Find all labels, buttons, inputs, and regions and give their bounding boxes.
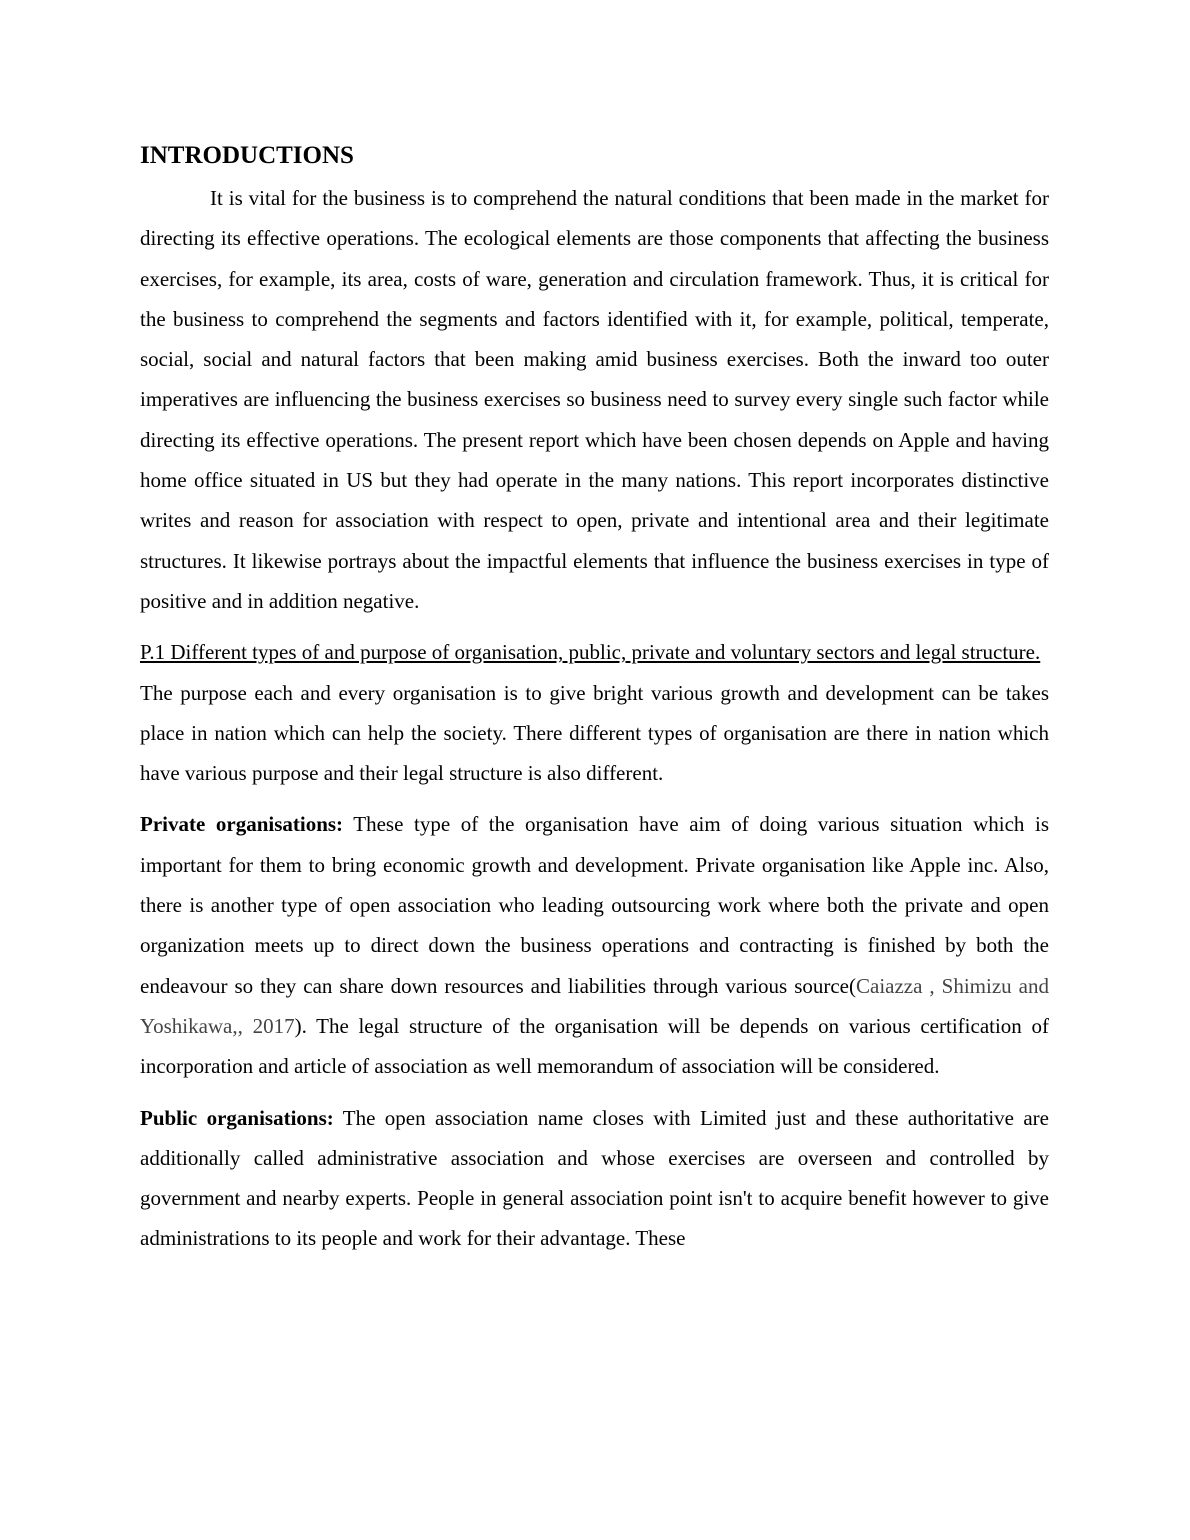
public-organisations-paragraph — [140, 1098, 1049, 1259]
public-organisations-label: Public organisations: — [140, 1105, 334, 1130]
private-organisations-text: These type of the organisation have aim of doing various situation which is important for them to bring economic growth and development. Private organisation like Apple inc. Also, there is another type of open association who leading outsourcing work where both the private and open organization meets up to direct down the business operations and contracting is finished by both the endeavour so they can share down resources and liabilities through various source( — [140, 812, 1049, 998]
document-page — [140, 139, 1049, 1259]
private-organisations-paragraph — [140, 804, 1049, 1086]
public-organisations-text: The open association name closes with Limited just and these authoritative are additionally called administrative association and whose exercises are overseen and controlled by government and nearby experts. People in general association point isn't to acquire benefit however to give administrations to its people and work for their advantage. These — [140, 1105, 1049, 1251]
private-organisations-text-end: ). The legal structure of the organisation will be depends on various certification of incorporation and article of association as well memorandum of association will be considered. — [140, 1013, 1049, 1079]
private-organisations-label: Private organisations: — [140, 812, 344, 837]
introduction-paragraph: It is vital for the business is to comprehend the natural conditions that been made in the market for directing its effective operations. The ecological elements are those components that affecting the business exercises, for example, its area, costs of ware, generation and circulation framework. Thus, it is critical for the business to comprehend the segments and factors identified with it, for example, political, temperate, social, social and natural factors that been making amid business exercises. Both the inward too outer imperatives are influencing the business exercises so business need to survey every single such factor while directing its effective operations. The present report which have been chosen depends on Apple and having home office situated in US but they had operate in the many nations. This report incorporates distinctive writes and reason for association with respect to open, private and intentional area and their legitimate structures. It likewise portrays about the impactful elements that influence the business exercises in type of positive and in addition negative. — [140, 186, 1049, 613]
introduction-heading: INTRODUCTIONS — [140, 142, 354, 169]
section-p1-title: P.1 Different types of and purpose of organisation, public, private and voluntary sectors and legal structure. — [140, 640, 1041, 665]
private-organisations-citation: Caiazza , Shimizu and Yoshikawa,, 2017 — [140, 973, 1049, 1038]
section-p1-paragraph: The purpose each and every organisation is to give bright various growth and development can be takes place in nation which can help the society. There different types of organisation are there in nation which have various purpose and their legal structure is also different. — [140, 680, 1049, 786]
